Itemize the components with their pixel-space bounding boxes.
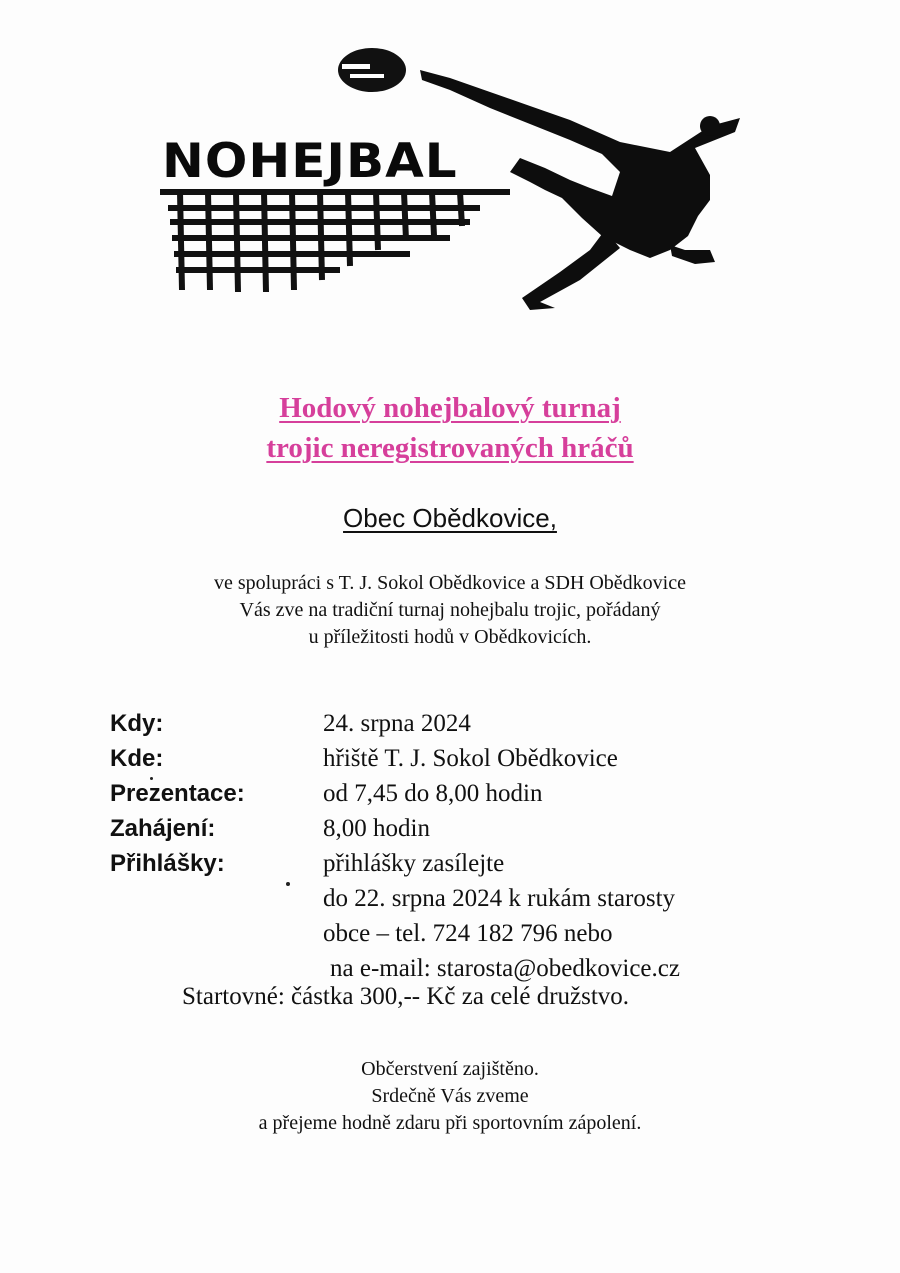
detail-row-zahajeni (110, 811, 790, 846)
entry-fee: Startovné: částka 300,-- Kč za celé družstvo. (182, 983, 630, 1010)
detail-row-prihlasky (110, 846, 790, 881)
contact-email: na e-mail: starosta@obedkovice.cz (330, 955, 680, 982)
detail-row-continued (110, 916, 790, 951)
detail-value: od 7,45 do 8,00 hodin (323, 780, 543, 807)
scan-speck (286, 882, 290, 886)
detail-row-continued (110, 881, 790, 916)
closing-line-1: Občerstvení zajištěno. (361, 1058, 539, 1080)
host-municipality: Obec Obědkovice, (343, 503, 557, 533)
detail-label: Zahájení: (110, 815, 216, 842)
detail-label: Kde: (110, 745, 164, 772)
ball-icon (338, 48, 406, 92)
event-details (110, 706, 790, 986)
intro-line-1: ve spolupráci s T. J. Sokol Obědkovice a SDH Obědkovice (214, 572, 686, 594)
detail-value: 24. srpna 2024 (323, 710, 471, 737)
detail-label: Přihlášky: (110, 850, 225, 877)
detail-value: hřiště T. J. Sokol Obědkovice (323, 745, 618, 772)
detail-row-kdy (110, 706, 790, 741)
intro-line-2: Vás zve na tradiční turnaj nohejbalu trojic, pořádaný (239, 599, 661, 621)
closing-paragraph (0, 1056, 900, 1137)
title-line-1: Hodový nohejbalový turnaj (279, 392, 621, 424)
intro-line-3: u příležitosti hodů v Obědkovicích. (308, 626, 592, 648)
scan-speck (150, 777, 153, 780)
detail-value: 8,00 hodin (323, 815, 430, 842)
logo-wordmark: NOHEJBAL (162, 133, 458, 189)
detail-row-prezentace (110, 776, 790, 811)
net-icon (160, 192, 510, 292)
intro-paragraph (0, 570, 900, 651)
detail-value: přihlášky zasílejte (323, 850, 505, 877)
closing-line-3: a přejeme hodně zdaru při sportovním zápolení. (258, 1112, 642, 1134)
closing-line-2: Srdečně Vás zveme (371, 1085, 529, 1107)
title-line-2: trojic neregistrovaných hráčů (266, 432, 634, 464)
detail-value: do 22. srpna 2024 k rukám starosty (323, 885, 676, 912)
detail-row-continued (110, 951, 790, 986)
detail-value: obce – tel. 724 182 796 nebo (323, 920, 613, 947)
nohejbal-logo (150, 40, 760, 320)
detail-label: Prezentace: (110, 780, 245, 807)
detail-row-kde (110, 741, 790, 776)
detail-label: Kdy: (110, 710, 164, 737)
